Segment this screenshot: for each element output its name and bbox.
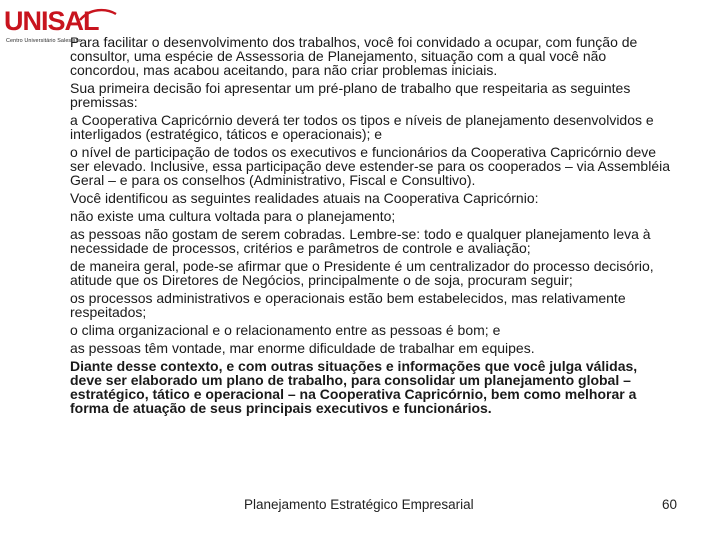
logo-swoosh-icon: [78, 8, 118, 22]
logo-subtitle: Centro Universitário Salesiano: [6, 38, 82, 44]
paragraph: o nível de participação de todos os executivos e funcionários da Cooperativa Capricórnio deve ser elevado. Inclusive, essa participação deve estender-se para os cooperados – via Assembléia Geral – e para os conselhos (Administrativo, Fiscal e Consultivo).: [70, 144, 671, 188]
paragraph: as pessoas não gostam de serem cobradas. Lembre-se: todo e qualquer planejamento leva à necessidade de processos, critérios e parâmetros de controle e avaliação;: [70, 226, 651, 256]
page-number: 60: [662, 497, 678, 512]
logo-wordmark: UNISAL: [4, 6, 99, 36]
paragraph: Você identificou as seguintes realidades atuais na Cooperativa Capricórnio:: [70, 190, 539, 206]
footer-title: Planejamento Estratégico Empresarial: [244, 497, 474, 512]
paragraph: a Cooperativa Capricórnio deverá ter todos os tipos e níveis de planejamento desenvolvidos e interligados (estratégico, táticos e operacionais); e: [70, 112, 654, 142]
paragraph: de maneira geral, pode-se afirmar que o Presidente é um centralizador do processo decisório, atitude que os Diretores de Negócios, principalmente o de soja, procuram seguir;: [70, 258, 654, 288]
paragraph: não existe uma cultura voltada para o planejamento;: [70, 208, 396, 224]
paragraph: Para facilitar o desenvolvimento dos trabalhos, você foi convidado a ocupar, com função de consultor, uma espécie de Assessoria de Planejamento, situação com a qual você não concordou, mas acabou aceitando, para não criar problemas iniciais.: [70, 34, 638, 78]
paragraph: o clima organizacional e o relacionamento entre as pessoas é bom; e: [70, 322, 501, 338]
paragraph: os processos administrativos e operacionais estão bem estabelecidos, mas relativamente respeitados;: [70, 290, 626, 320]
paragraph: as pessoas têm vontade, mar enorme dificuldade de trabalhar em equipes.: [70, 340, 535, 356]
slide-body: [70, 35, 670, 419]
paragraph: Sua primeira decisão foi apresentar um pré-plano de trabalho que respeitaria as seguintes premissas:: [70, 80, 631, 110]
closing-paragraph: Diante desse contexto, e com outras situações e informações que você julga válidas, deve ser elaborado um plano de trabalho, para consolidar um planejamento global – estratégico, tático e operacional – na Cooperativa Capricórnio, bem como melhorar a forma de atuação de seus principais executivos e funcionários.: [70, 358, 638, 416]
